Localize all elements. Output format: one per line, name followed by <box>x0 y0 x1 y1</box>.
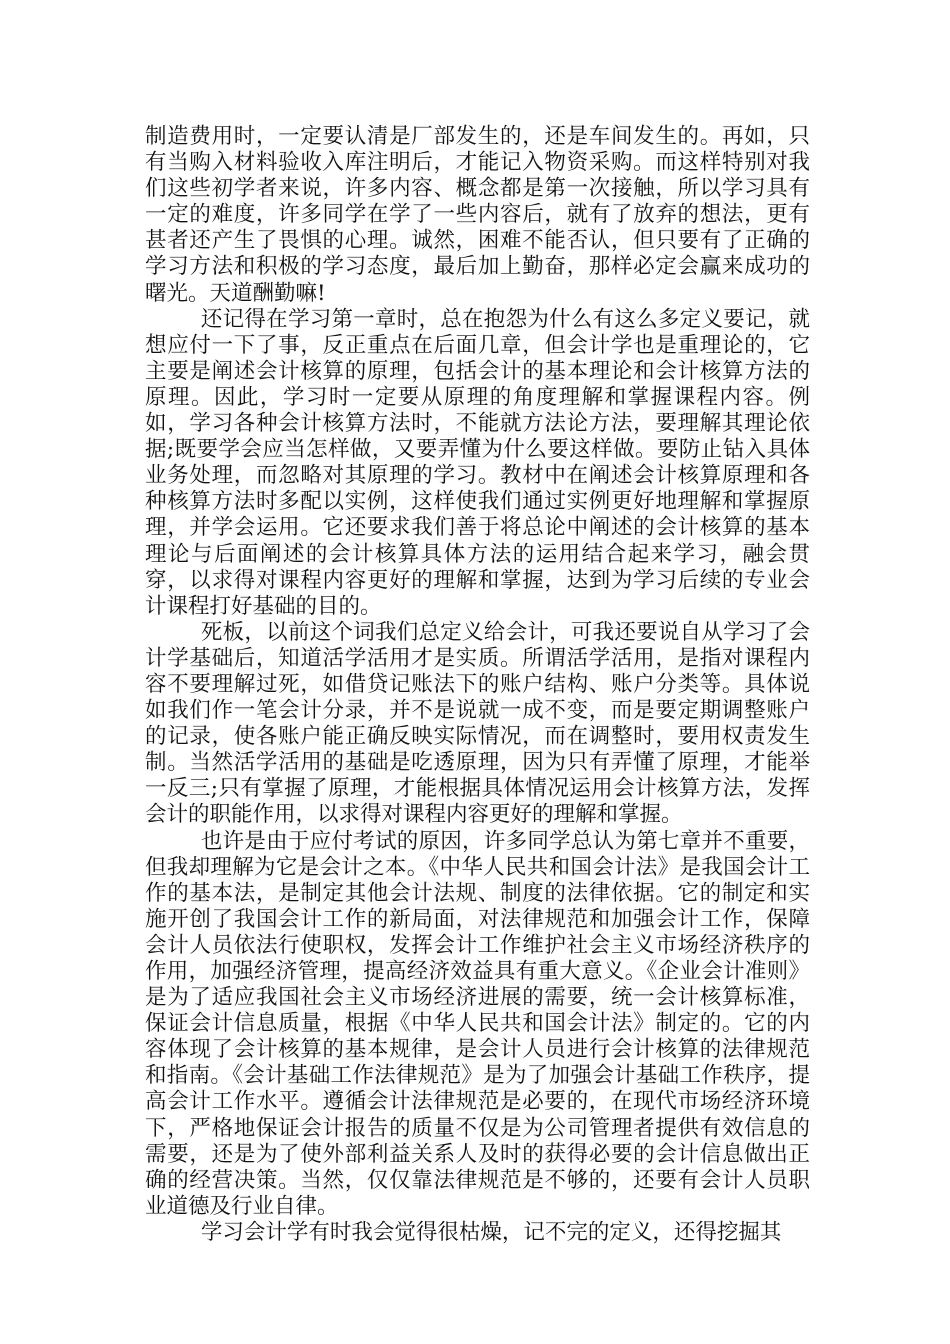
paragraph-boring: 学习会计学有时我会觉得很枯燥，记不完的定义，还得挖掘其 <box>200 1219 782 1245</box>
body-text <box>145 124 810 1246</box>
paragraph-flexible-learning: 死板，以前这个词我们总定义给会计，可我还要说自从学习了会计学基础后，知道活学活用才是实质。所谓活学活用，是指对课程内容不要理解过死，如借贷记账法下的账户结构、账户分类等。具体说如我们作一笔会计分录，并不是说就一成不变，而是要定期调整账户的记录，使各账户能正确反映实际情况，而在调整时，要用权责发生制。当然活学活用的基础是吃透原理，因为只有弄懂了原理，才能举一反三;只有掌握了原理，才能根据具体情况运用会计核算方法，发挥会计的职能作用，以求得对课程内容更好的理解和掌握。 <box>145 619 810 828</box>
paragraph-chapter-one: 还记得在学习第一章时，总在抱怨为什么有这么多定义要记，就想应付一下了事，反正重点在后面几章，但会计学也是重理论的，它主要是阐述会计核算的原理，包括会计的基本理论和会计核算方法的原理。因此，学习时一定要从原理的角度理解和掌握课程内容。例如，学习各种会计核算方法时，不能就方法论方法，要理解其理论依据;既要学会应当怎样做，又要弄懂为什么要这样做。要防止钻入具体业务处理，而忽略对其原理的学习。教材中在阐述会计核算原理和各种核算方法时多配以实例，这样使我们通过实例更好地理解和掌握原理，并学会运用。它还要求我们善于将总论中阐述的会计核算的基本理论与后面阐述的会计核算具体方法的运用结合起来学习，融会贯穿，以求得对课程内容更好的理解和掌握，达到为学习后续的专业会计课程打好基础的目的。 <box>145 306 810 619</box>
paragraph-chapter-seven: 也许是由于应付考试的原因，许多同学总认为第七章并不重要，但我却理解为它是会计之本。《中华人民共和国会计法》是我国会计工作的基本法，是制定其他会计法规、制度的法律依据。它的制定和实施开创了我国会计工作的新局面，对法律规范和加强会计工作，保障会计人员依法行使职权，发挥会计工作维护社会主义市场经济秩序的作用，加强经济管理，提高经济效益具有重大意义。《企业会计准则》是为了适应我国社会主义市场经济进展的需要，统一会计核算标准，保证会计信息质量，根据《中华人民共和国会计法》制定的。它的内容体现了会计核算的基本规律，是会计人员进行会计核算的法律规范和指南。《会计基础工作法律规范》是为了加强会计基础工作秩序，提高会计工作水平。遵循会计法律规范是必要的，在现代市场经济环境下，严格地保证会计报告的质量不仅是为公司管理者提供有效信息的需要，还是为了使外部利益关系人及时的获得必要的会计信息做出正确的经营决策。当然，仅仅靠法律规范是不够的，还要有会计人员职业道德及行业自律。 <box>145 828 810 1219</box>
paragraph-continued: 制造费用时，一定要认清是厂部发生的，还是车间发生的。再如，只有当购入材料验收入库注明后，才能记入物资采购。而这样特别对我们这些初学者来说，许多内容、概念都是第一次接触，所以学习具有一定的难度，许多同学在学了一些内容后，就有了放弃的想法，更有甚者还产生了畏惧的心理。诚然，困难不能否认，但只要有了正确的学习方法和积极的学习态度，最后加上勤奋，那样必定会赢来成功的曙光。天道酬勤嘛! <box>145 124 810 306</box>
